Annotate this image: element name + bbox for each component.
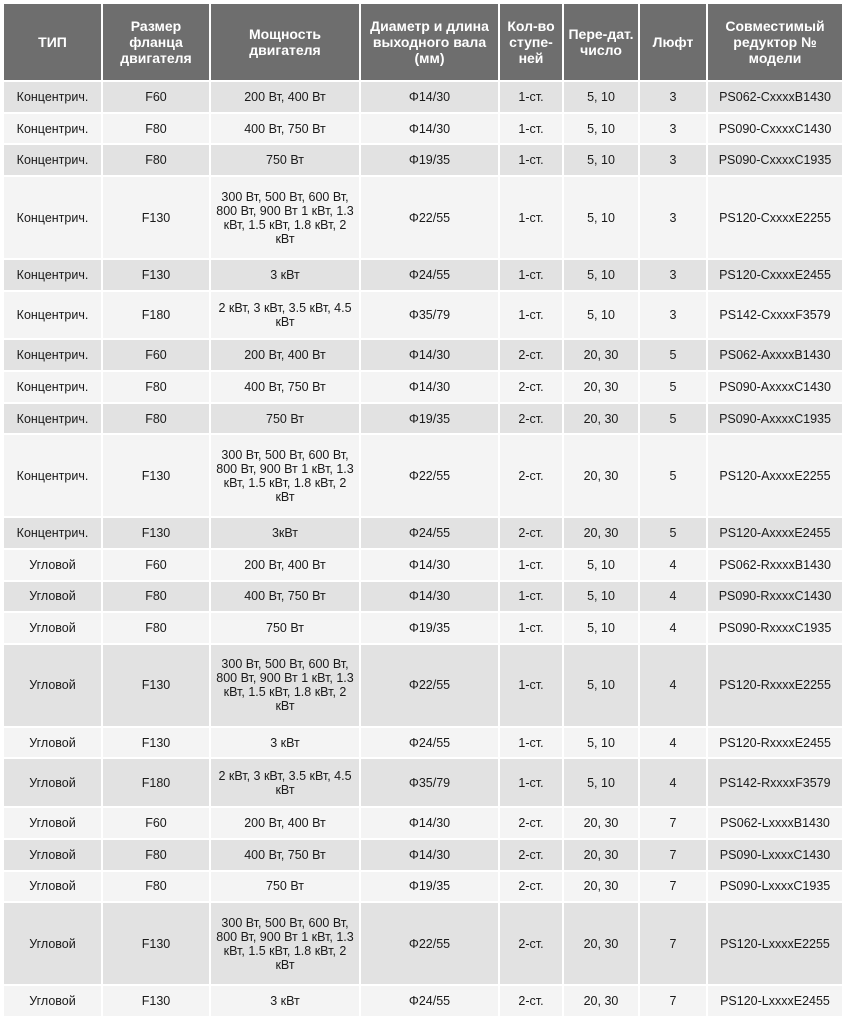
cell-backlash: 4 [640, 550, 706, 580]
cell-shaft-diameter-length: Φ14/30 [361, 372, 498, 402]
cell-gear-ratio: 20, 30 [564, 340, 638, 370]
cell-backlash: 3 [640, 260, 706, 290]
cell-shaft-diameter-length: Φ24/55 [361, 728, 498, 758]
cell-motor-power: 300 Вт, 500 Вт, 600 Вт, 800 Вт, 900 Вт 1 кВт, 1.3 кВт, 1.5 кВт, 1.8 кВт, 2 кВт [211, 645, 359, 726]
header-row [4, 4, 842, 80]
cell-motor-power: 3 кВт [211, 728, 359, 758]
cell-gear-ratio: 5, 10 [564, 260, 638, 290]
cell-motor-power: 2 кВт, 3 кВт, 3.5 кВт, 4.5 кВт [211, 759, 359, 806]
cell-stages: 1-ст. [500, 292, 562, 339]
cell-flange-size: F60 [103, 340, 209, 370]
cell-stages: 1-ст. [500, 260, 562, 290]
gearbox-spec-table [2, 2, 844, 1018]
cell-motor-power: 300 Вт, 500 Вт, 600 Вт, 800 Вт, 900 Вт 1 кВт, 1.3 кВт, 1.5 кВт, 1.8 кВт, 2 кВт [211, 903, 359, 984]
cell-flange-size: F130 [103, 986, 209, 1016]
cell-compatible-model: PS062-AxxxxB1430 [708, 340, 842, 370]
cell-stages: 1-ст. [500, 728, 562, 758]
cell-flange-size: F80 [103, 613, 209, 643]
cell-flange-size: F130 [103, 903, 209, 984]
cell-stages: 1-ст. [500, 177, 562, 258]
cell-flange-size: F60 [103, 808, 209, 838]
cell-type: Угловой [4, 808, 101, 838]
cell-gear-ratio: 5, 10 [564, 114, 638, 144]
cell-backlash: 4 [640, 645, 706, 726]
cell-compatible-model: PS120-CxxxxE2455 [708, 260, 842, 290]
cell-motor-power: 2 кВт, 3 кВт, 3.5 кВт, 4.5 кВт [211, 292, 359, 339]
cell-motor-power: 300 Вт, 500 Вт, 600 Вт, 800 Вт, 900 Вт 1 кВт, 1.3 кВт, 1.5 кВт, 1.8 кВт, 2 кВт [211, 177, 359, 258]
cell-flange-size: F80 [103, 840, 209, 870]
cell-compatible-model: PS090-RxxxxC1430 [708, 582, 842, 612]
cell-stages: 2-ст. [500, 340, 562, 370]
cell-shaft-diameter-length: Φ22/55 [361, 903, 498, 984]
cell-type: Концентрич. [4, 82, 101, 112]
cell-compatible-model: PS142-CxxxxF3579 [708, 292, 842, 339]
cell-compatible-model: PS090-CxxxxC1935 [708, 145, 842, 175]
cell-flange-size: F130 [103, 435, 209, 516]
cell-shaft-diameter-length: Φ24/55 [361, 518, 498, 548]
cell-gear-ratio: 20, 30 [564, 372, 638, 402]
cell-flange-size: F130 [103, 728, 209, 758]
cell-shaft-diameter-length: Φ24/55 [361, 986, 498, 1016]
cell-stages: 2-ст. [500, 872, 562, 902]
cell-motor-power: 3 кВт [211, 260, 359, 290]
cell-flange-size: F80 [103, 404, 209, 434]
cell-shaft-diameter-length: Φ22/55 [361, 177, 498, 258]
cell-motor-power: 400 Вт, 750 Вт [211, 582, 359, 612]
table-row [4, 404, 842, 434]
cell-type: Концентрич. [4, 292, 101, 339]
cell-compatible-model: PS120-RxxxxE2255 [708, 645, 842, 726]
cell-type: Концентрич. [4, 518, 101, 548]
table-row [4, 114, 842, 144]
cell-shaft-diameter-length: Φ22/55 [361, 435, 498, 516]
cell-shaft-diameter-length: Φ19/35 [361, 613, 498, 643]
cell-backlash: 7 [640, 808, 706, 838]
header-type: ТИП [4, 4, 101, 80]
cell-backlash: 7 [640, 986, 706, 1016]
table-row [4, 808, 842, 838]
cell-flange-size: F80 [103, 872, 209, 902]
cell-type: Концентрич. [4, 340, 101, 370]
cell-shaft-diameter-length: Φ22/55 [361, 645, 498, 726]
cell-backlash: 5 [640, 340, 706, 370]
cell-motor-power: 200 Вт, 400 Вт [211, 550, 359, 580]
cell-backlash: 5 [640, 372, 706, 402]
cell-motor-power: 300 Вт, 500 Вт, 600 Вт, 800 Вт, 900 Вт 1 кВт, 1.3 кВт, 1.5 кВт, 1.8 кВт, 2 кВт [211, 435, 359, 516]
cell-stages: 2-ст. [500, 986, 562, 1016]
table-row [4, 550, 842, 580]
cell-backlash: 5 [640, 518, 706, 548]
table-row [4, 340, 842, 370]
header-stages: Кол-во ступе-ней [500, 4, 562, 80]
cell-flange-size: F180 [103, 292, 209, 339]
cell-type: Концентрич. [4, 404, 101, 434]
cell-gear-ratio: 20, 30 [564, 872, 638, 902]
cell-backlash: 3 [640, 114, 706, 144]
cell-backlash: 3 [640, 177, 706, 258]
cell-backlash: 3 [640, 145, 706, 175]
cell-gear-ratio: 20, 30 [564, 903, 638, 984]
cell-motor-power: 200 Вт, 400 Вт [211, 808, 359, 838]
header-flange-size: Размер фланца двигателя [103, 4, 209, 80]
table-row [4, 372, 842, 402]
cell-stages: 1-ст. [500, 145, 562, 175]
cell-motor-power: 3кВт [211, 518, 359, 548]
cell-backlash: 4 [640, 582, 706, 612]
table-row [4, 145, 842, 175]
cell-motor-power: 3 кВт [211, 986, 359, 1016]
cell-type: Концентрич. [4, 114, 101, 144]
cell-type: Угловой [4, 582, 101, 612]
cell-type: Угловой [4, 840, 101, 870]
cell-stages: 1-ст. [500, 759, 562, 806]
table-row [4, 903, 842, 984]
cell-backlash: 5 [640, 404, 706, 434]
cell-flange-size: F130 [103, 518, 209, 548]
cell-gear-ratio: 20, 30 [564, 518, 638, 548]
table-row [4, 613, 842, 643]
cell-flange-size: F130 [103, 260, 209, 290]
cell-compatible-model: PS090-AxxxxC1935 [708, 404, 842, 434]
cell-motor-power: 200 Вт, 400 Вт [211, 340, 359, 370]
cell-stages: 2-ст. [500, 372, 562, 402]
cell-motor-power: 750 Вт [211, 145, 359, 175]
cell-compatible-model: PS142-RxxxxF3579 [708, 759, 842, 806]
cell-gear-ratio: 5, 10 [564, 292, 638, 339]
cell-type: Угловой [4, 645, 101, 726]
cell-gear-ratio: 5, 10 [564, 550, 638, 580]
header-gear-ratio: Пере-дат. число [564, 4, 638, 80]
cell-shaft-diameter-length: Φ14/30 [361, 82, 498, 112]
cell-gear-ratio: 5, 10 [564, 759, 638, 806]
cell-backlash: 7 [640, 903, 706, 984]
cell-backlash: 3 [640, 292, 706, 339]
cell-compatible-model: PS120-LxxxxE2255 [708, 903, 842, 984]
table-row [4, 582, 842, 612]
cell-type: Угловой [4, 728, 101, 758]
header-shaft-diameter-length: Диаметр и длина выходного вала (мм) [361, 4, 498, 80]
cell-flange-size: F80 [103, 372, 209, 402]
cell-flange-size: F180 [103, 759, 209, 806]
cell-type: Угловой [4, 613, 101, 643]
cell-backlash: 4 [640, 728, 706, 758]
cell-motor-power: 750 Вт [211, 613, 359, 643]
cell-type: Концентрич. [4, 177, 101, 258]
cell-compatible-model: PS120-CxxxxE2255 [708, 177, 842, 258]
table-row [4, 872, 842, 902]
cell-shaft-diameter-length: Φ19/35 [361, 872, 498, 902]
cell-shaft-diameter-length: Φ35/79 [361, 759, 498, 806]
cell-stages: 1-ст. [500, 613, 562, 643]
cell-gear-ratio: 5, 10 [564, 582, 638, 612]
cell-type: Угловой [4, 872, 101, 902]
table-row [4, 292, 842, 339]
cell-stages: 1-ст. [500, 114, 562, 144]
cell-compatible-model: PS090-RxxxxC1935 [708, 613, 842, 643]
cell-stages: 2-ст. [500, 903, 562, 984]
table-row [4, 728, 842, 758]
cell-gear-ratio: 5, 10 [564, 177, 638, 258]
cell-motor-power: 750 Вт [211, 872, 359, 902]
header-compatible-model: Совместимый редуктор № модели [708, 4, 842, 80]
cell-type: Угловой [4, 759, 101, 806]
cell-flange-size: F60 [103, 550, 209, 580]
cell-shaft-diameter-length: Φ14/30 [361, 340, 498, 370]
cell-shaft-diameter-length: Φ14/30 [361, 114, 498, 144]
table-row [4, 518, 842, 548]
cell-backlash: 7 [640, 872, 706, 902]
cell-motor-power: 400 Вт, 750 Вт [211, 372, 359, 402]
cell-gear-ratio: 5, 10 [564, 728, 638, 758]
cell-type: Концентрич. [4, 435, 101, 516]
table-row [4, 840, 842, 870]
cell-compatible-model: PS090-CxxxxC1430 [708, 114, 842, 144]
cell-motor-power: 200 Вт, 400 Вт [211, 82, 359, 112]
cell-stages: 2-ст. [500, 518, 562, 548]
table-row [4, 435, 842, 516]
cell-type: Концентрич. [4, 372, 101, 402]
cell-type: Концентрич. [4, 145, 101, 175]
cell-gear-ratio: 20, 30 [564, 435, 638, 516]
cell-gear-ratio: 20, 30 [564, 840, 638, 870]
cell-type: Концентрич. [4, 260, 101, 290]
cell-stages: 2-ст. [500, 404, 562, 434]
cell-stages: 1-ст. [500, 82, 562, 112]
cell-flange-size: F80 [103, 145, 209, 175]
cell-shaft-diameter-length: Φ14/30 [361, 582, 498, 612]
cell-shaft-diameter-length: Φ19/35 [361, 404, 498, 434]
cell-stages: 2-ст. [500, 435, 562, 516]
cell-gear-ratio: 20, 30 [564, 986, 638, 1016]
cell-shaft-diameter-length: Φ14/30 [361, 550, 498, 580]
cell-compatible-model: PS120-RxxxxE2455 [708, 728, 842, 758]
cell-shaft-diameter-length: Φ35/79 [361, 292, 498, 339]
table-row [4, 82, 842, 112]
cell-motor-power: 750 Вт [211, 404, 359, 434]
cell-gear-ratio: 20, 30 [564, 404, 638, 434]
cell-stages: 1-ст. [500, 645, 562, 726]
cell-backlash: 3 [640, 82, 706, 112]
cell-motor-power: 400 Вт, 750 Вт [211, 114, 359, 144]
table-row [4, 759, 842, 806]
cell-stages: 1-ст. [500, 582, 562, 612]
cell-backlash: 4 [640, 759, 706, 806]
cell-type: Угловой [4, 550, 101, 580]
cell-stages: 1-ст. [500, 550, 562, 580]
cell-gear-ratio: 5, 10 [564, 645, 638, 726]
cell-flange-size: F130 [103, 177, 209, 258]
cell-compatible-model: PS120-AxxxxE2455 [708, 518, 842, 548]
cell-stages: 2-ст. [500, 808, 562, 838]
table-row [4, 260, 842, 290]
cell-stages: 2-ст. [500, 840, 562, 870]
cell-flange-size: F130 [103, 645, 209, 726]
header-motor-power: Мощность двигателя [211, 4, 359, 80]
cell-shaft-diameter-length: Φ24/55 [361, 260, 498, 290]
table-body [4, 82, 842, 1016]
cell-compatible-model: PS090-LxxxxC1430 [708, 840, 842, 870]
cell-gear-ratio: 5, 10 [564, 613, 638, 643]
cell-shaft-diameter-length: Φ19/35 [361, 145, 498, 175]
cell-compatible-model: PS120-LxxxxE2455 [708, 986, 842, 1016]
cell-flange-size: F80 [103, 114, 209, 144]
cell-backlash: 4 [640, 613, 706, 643]
cell-compatible-model: PS062-CxxxxB1430 [708, 82, 842, 112]
cell-compatible-model: PS062-LxxxxB1430 [708, 808, 842, 838]
cell-flange-size: F60 [103, 82, 209, 112]
cell-type: Угловой [4, 986, 101, 1016]
cell-gear-ratio: 5, 10 [564, 145, 638, 175]
cell-backlash: 5 [640, 435, 706, 516]
cell-motor-power: 400 Вт, 750 Вт [211, 840, 359, 870]
header-backlash: Люфт [640, 4, 706, 80]
table-row [4, 645, 842, 726]
cell-type: Угловой [4, 903, 101, 984]
cell-compatible-model: PS062-RxxxxB1430 [708, 550, 842, 580]
cell-shaft-diameter-length: Φ14/30 [361, 840, 498, 870]
cell-compatible-model: PS090-LxxxxC1935 [708, 872, 842, 902]
cell-shaft-diameter-length: Φ14/30 [361, 808, 498, 838]
table-row [4, 986, 842, 1016]
cell-flange-size: F80 [103, 582, 209, 612]
cell-backlash: 7 [640, 840, 706, 870]
cell-compatible-model: PS090-AxxxxC1430 [708, 372, 842, 402]
cell-gear-ratio: 5, 10 [564, 82, 638, 112]
cell-compatible-model: PS120-AxxxxE2255 [708, 435, 842, 516]
cell-gear-ratio: 20, 30 [564, 808, 638, 838]
table-row [4, 177, 842, 258]
